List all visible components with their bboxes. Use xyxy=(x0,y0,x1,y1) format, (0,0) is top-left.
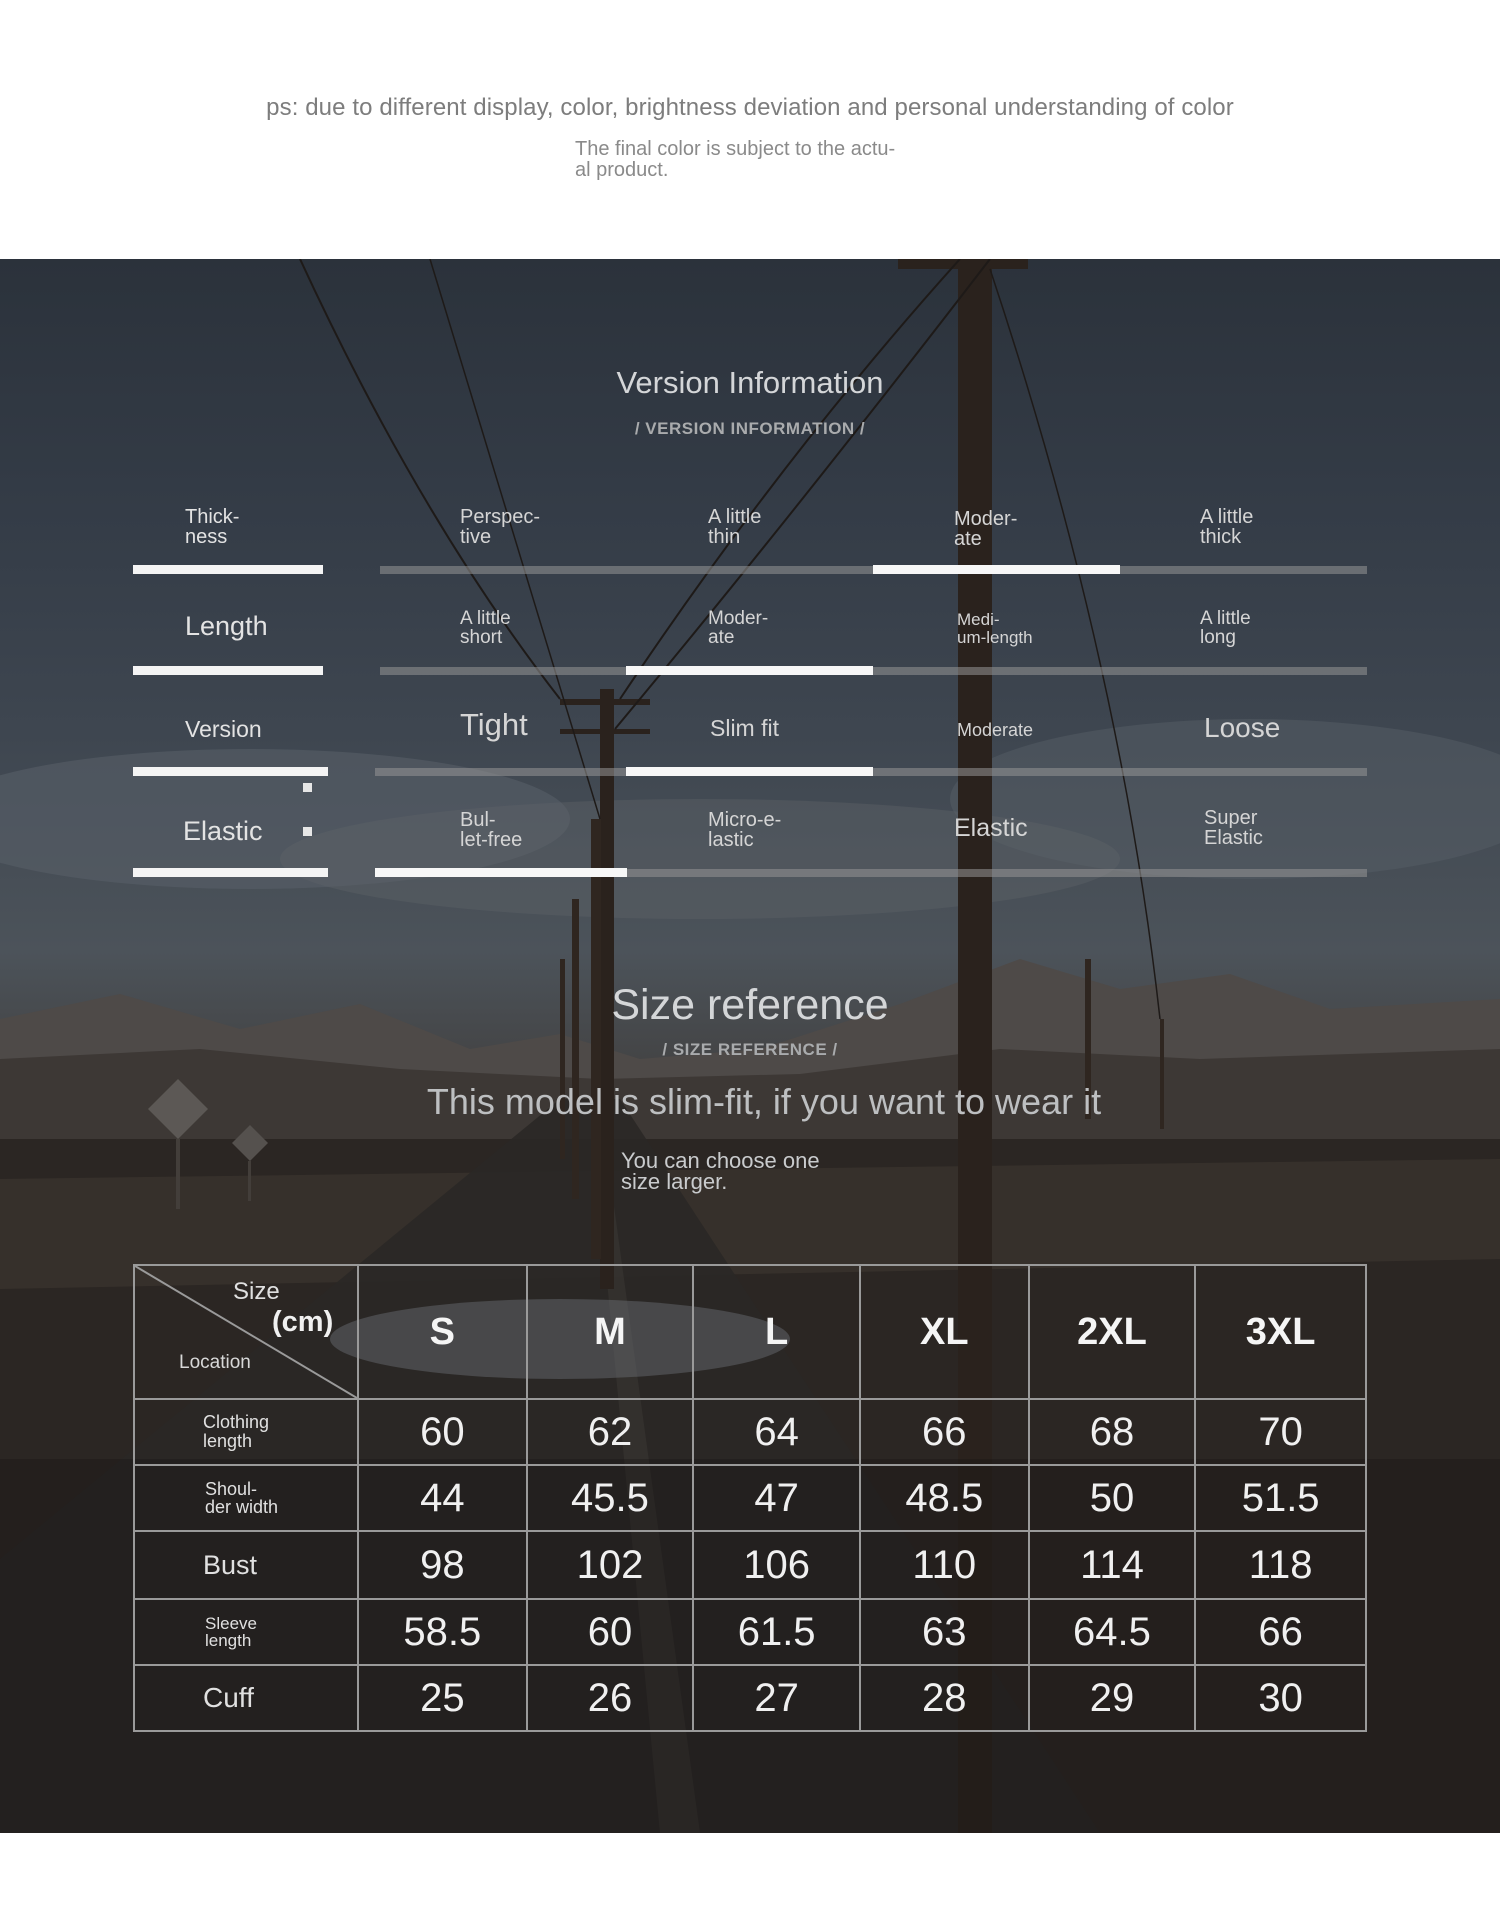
size-fit-note-line-1: This model is slim-fit, if you want to wear it xyxy=(426,1081,1102,1122)
version-row-length-option-4: A little long xyxy=(1200,608,1251,648)
scenic-background-panel xyxy=(0,259,1500,1833)
version-row-elastic-selection xyxy=(375,868,627,877)
version-row-elastic-label-bar xyxy=(133,868,328,877)
table-row xyxy=(134,1599,1366,1665)
version-row-version-option-3: Moderate xyxy=(957,720,1034,740)
version-row-elastic-option-3: Elastic xyxy=(954,814,1028,842)
version-row-thickness-label-bar xyxy=(133,565,323,574)
table-cell: 27 xyxy=(693,1665,860,1731)
version-row-version-marker-icon xyxy=(303,783,312,792)
table-cell: 60 xyxy=(358,1399,527,1465)
table-cell: 114 xyxy=(1029,1531,1196,1599)
version-info-title: Version Information xyxy=(616,365,884,400)
version-row-length-option-2: Moder- ate xyxy=(708,608,769,648)
row-label-shoulder-width: Shoul- der width xyxy=(134,1465,358,1531)
table-cell: 60 xyxy=(527,1599,694,1665)
size-col-xl: XL xyxy=(860,1265,1029,1399)
table-cell: 102 xyxy=(527,1531,694,1599)
table-cell: 26 xyxy=(527,1665,694,1731)
table-row xyxy=(134,1399,1366,1465)
table-cell: 64.5 xyxy=(1029,1599,1196,1665)
table-cell: 45.5 xyxy=(527,1465,694,1531)
size-col-3xl: 3XL xyxy=(1195,1265,1366,1399)
version-row-elastic-label: Elastic xyxy=(183,816,263,846)
table-cell: 48.5 xyxy=(860,1465,1029,1531)
version-row-thickness-option-3: Moder- ate xyxy=(954,508,1018,550)
version-row-version-label-bar xyxy=(133,767,328,776)
version-row-thickness-label: Thick- ness xyxy=(185,506,240,548)
table-cell: 64 xyxy=(693,1399,860,1465)
table-cell: 66 xyxy=(1195,1599,1366,1665)
row-label-bust: Bust xyxy=(134,1531,358,1599)
table-cell: 62 xyxy=(527,1399,694,1465)
version-row-elastic-option-4: Super Elastic xyxy=(1204,807,1263,849)
table-cell: 63 xyxy=(860,1599,1029,1665)
table-cell: 28 xyxy=(860,1665,1029,1731)
corner-unit-label: (cm) xyxy=(272,1306,334,1338)
version-row-thickness-selection xyxy=(873,565,1120,574)
size-header-row xyxy=(134,1265,1366,1399)
size-col-l: L xyxy=(693,1265,860,1399)
size-reference-subtitle: / SIZE REFERENCE / xyxy=(662,1040,838,1059)
version-row-elastic-option-2: Micro-e- lastic xyxy=(708,809,782,851)
notice-line-2: The final color is subject to the actu- al product. xyxy=(575,138,896,181)
notice-line-1: ps: due to different display, color, brightness deviation and personal understanding of color xyxy=(266,94,1234,121)
version-row-length-track xyxy=(380,667,1367,675)
row-label-cuff: Cuff xyxy=(134,1665,358,1731)
version-row-version-selection xyxy=(626,767,873,776)
table-cell: 58.5 xyxy=(358,1599,527,1665)
table-cell: 70 xyxy=(1195,1399,1366,1465)
size-fit-note-line-2: You can choose one size larger. xyxy=(621,1148,820,1194)
version-row-thickness-option-2: A little thin xyxy=(708,506,762,548)
version-row-length-option-1: A little short xyxy=(460,608,511,648)
table-row xyxy=(134,1531,1366,1599)
version-row-version-option-1: Tight xyxy=(460,707,528,742)
row-label-clothing-length: Clothing length xyxy=(134,1399,358,1465)
size-col-s: S xyxy=(358,1265,527,1399)
version-row-length-selection xyxy=(626,666,873,675)
version-row-version-option-4: Loose xyxy=(1204,712,1281,743)
version-row-elastic-option-1: Bul- let-free xyxy=(460,809,523,851)
version-row-elastic-marker-icon xyxy=(303,827,312,836)
size-reference-title: Size reference xyxy=(611,981,889,1029)
version-row-version-label: Version xyxy=(185,716,262,742)
table-cell: 61.5 xyxy=(693,1599,860,1665)
version-row-length-label: Length xyxy=(185,611,268,641)
table-row xyxy=(134,1465,1366,1531)
corner-size-label: Size xyxy=(233,1278,280,1305)
table-cell: 47 xyxy=(693,1465,860,1531)
table-cell: 50 xyxy=(1029,1465,1196,1531)
table-cell: 118 xyxy=(1195,1531,1366,1599)
size-col-m: M xyxy=(527,1265,694,1399)
table-cell: 51.5 xyxy=(1195,1465,1366,1531)
size-col-2xl: 2XL xyxy=(1029,1265,1196,1399)
version-row-length-option-3: Medi- um-length xyxy=(957,610,1033,647)
table-cell: 25 xyxy=(358,1665,527,1731)
version-row-thickness-option-4: A little thick xyxy=(1200,506,1254,548)
table-cell: 68 xyxy=(1029,1399,1196,1465)
version-row-length-label-bar xyxy=(133,666,323,675)
table-row xyxy=(134,1665,1366,1731)
table-cell: 106 xyxy=(693,1531,860,1599)
size-table-corner-cell xyxy=(134,1265,358,1399)
table-cell: 29 xyxy=(1029,1665,1196,1731)
table-cell: 98 xyxy=(358,1531,527,1599)
corner-location-label: Location xyxy=(179,1352,251,1373)
table-cell: 110 xyxy=(860,1531,1029,1599)
size-chart-table xyxy=(133,1264,1367,1732)
version-row-thickness-option-1: Perspec- tive xyxy=(460,506,541,548)
table-cell: 66 xyxy=(860,1399,1029,1465)
table-cell: 30 xyxy=(1195,1665,1366,1731)
version-info-subtitle: / VERSION INFORMATION / xyxy=(634,419,866,438)
version-row-version-option-2: Slim fit xyxy=(710,715,779,741)
row-label-sleeve-length: Sleeve length xyxy=(134,1599,358,1665)
table-cell: 44 xyxy=(358,1465,527,1531)
